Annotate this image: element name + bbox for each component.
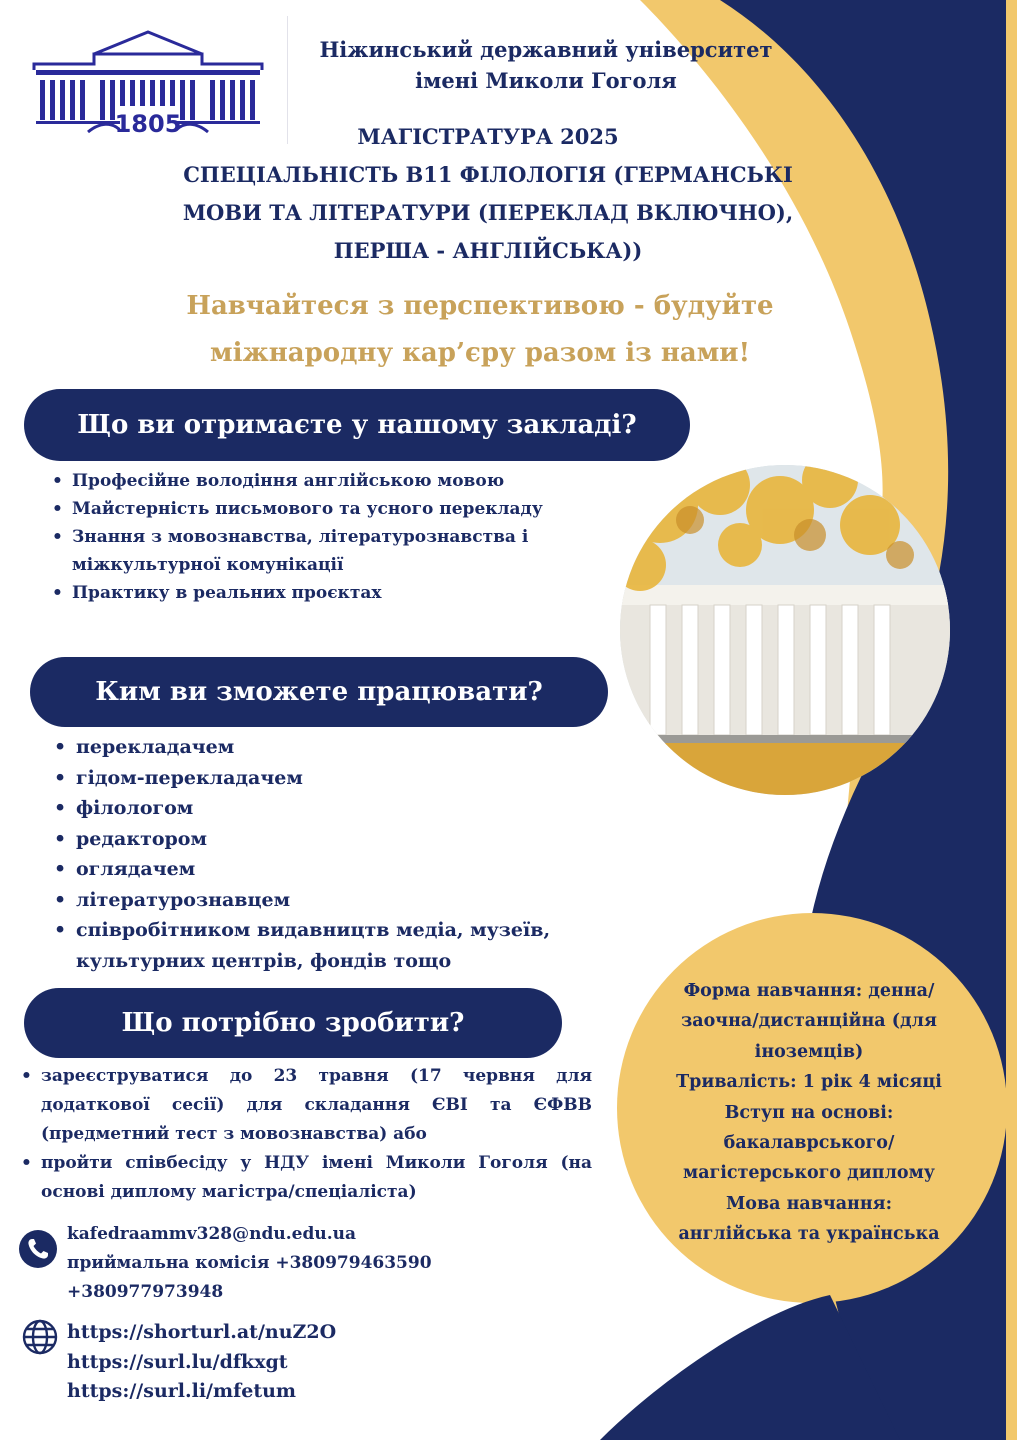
link-item[interactable]: https://shorturl.at/nuZ2O [67, 1321, 337, 1343]
link-item[interactable]: https://surl.lu/dfkxgt [67, 1350, 288, 1373]
program-title [118, 118, 858, 270]
title-line2: СПЕЦІАЛЬНІСТЬ B11 ФІЛОЛОГІЯ (ГЕРМАНСЬКІ [183, 162, 793, 187]
university-name-line2: імені Миколи Гоголя [415, 68, 677, 93]
list-item: • філологом [52, 793, 612, 824]
section-heading-careers: Ким ви зможете працювати? [30, 657, 608, 727]
info-line: бакалаврського/ [723, 1133, 895, 1154]
list-item: • Знання з мовознавства, літературознавства і міжкультурної комунікації [50, 523, 610, 579]
list-item: • перекладачем [52, 732, 612, 763]
contact-info [67, 1220, 432, 1307]
list-item: • співробітником видавництв медіа, музеїв, культурних центрів, фондів тощо [52, 915, 612, 976]
title-line1: МАГІСТРАТУРА 2025 [357, 124, 619, 149]
section-heading-benefits: Що ви отримаєте у нашому закладі? [24, 389, 690, 461]
web-links [67, 1318, 336, 1407]
section-heading-steps: Що потрібно зробити? [24, 988, 562, 1058]
second-phone[interactable]: +380977973948 [67, 1282, 224, 1302]
info-line: Вступ на основі: [724, 1102, 894, 1123]
careers-list [52, 732, 612, 976]
university-building-photo [620, 465, 950, 795]
list-item: • пройти співбесіду у НДУ імені Миколи Гоголя (на основі диплому магістра/спеціаліста) [20, 1149, 592, 1207]
study-info [650, 976, 968, 1250]
list-item: • Професійне володіння англійською мовою [50, 467, 610, 495]
info-line: іноземців) [754, 1041, 864, 1062]
admissions-phone[interactable]: приймальна комісія +380979463590 [67, 1253, 432, 1273]
list-item: • зареєструватися до 23 травня (17 червня для додаткової сесії) для складання ЄВІ та ЄФВВ (предметний тест з мовознавства) або [20, 1062, 592, 1149]
list-item: • оглядачем [52, 854, 612, 885]
university-name-line1: Ніжинський державний університет [319, 37, 773, 62]
slogan-line1: Навчайтеся з перспективою - будуйте [186, 291, 774, 321]
benefits-list [50, 467, 610, 607]
university-name [296, 34, 796, 96]
info-line: Тривалість: 1 рік 4 місяці [676, 1072, 942, 1093]
slogan [100, 283, 860, 377]
phone-icon [19, 1230, 57, 1268]
steps-list [20, 1062, 592, 1207]
title-line3: МОВИ ТА ЛІТЕРАТУРИ (ПЕРЕКЛАД ВКЛЮЧНО), [182, 200, 794, 225]
email-link[interactable]: kafedraammv328@ndu.edu.ua [67, 1224, 357, 1244]
list-item: • Майстерність письмового та усного перекладу [50, 495, 610, 523]
info-line: магістерського диплому [683, 1163, 935, 1184]
title-line4: ПЕРША - АНГЛІЙСЬКА)) [333, 238, 643, 263]
list-item: • Практику в реальних проєктах [50, 579, 610, 607]
link-item[interactable]: https://surl.li/mfetum [67, 1380, 297, 1402]
info-line: англійська та українська [678, 1224, 940, 1245]
list-item: • редактором [52, 824, 612, 855]
globe-icon [21, 1318, 59, 1356]
list-item: • літературознавцем [52, 885, 612, 916]
info-line: Форма навчання: денна/ [683, 981, 935, 1001]
info-line: заочна/дистанційна (для [681, 1011, 937, 1032]
slogan-line2: міжнародну кар’єру разом із нами! [209, 338, 750, 368]
list-item: • гідом-перекладачем [52, 763, 612, 794]
logo-year: 1805 [114, 110, 182, 138]
info-line: Мова навчання: [725, 1193, 893, 1214]
